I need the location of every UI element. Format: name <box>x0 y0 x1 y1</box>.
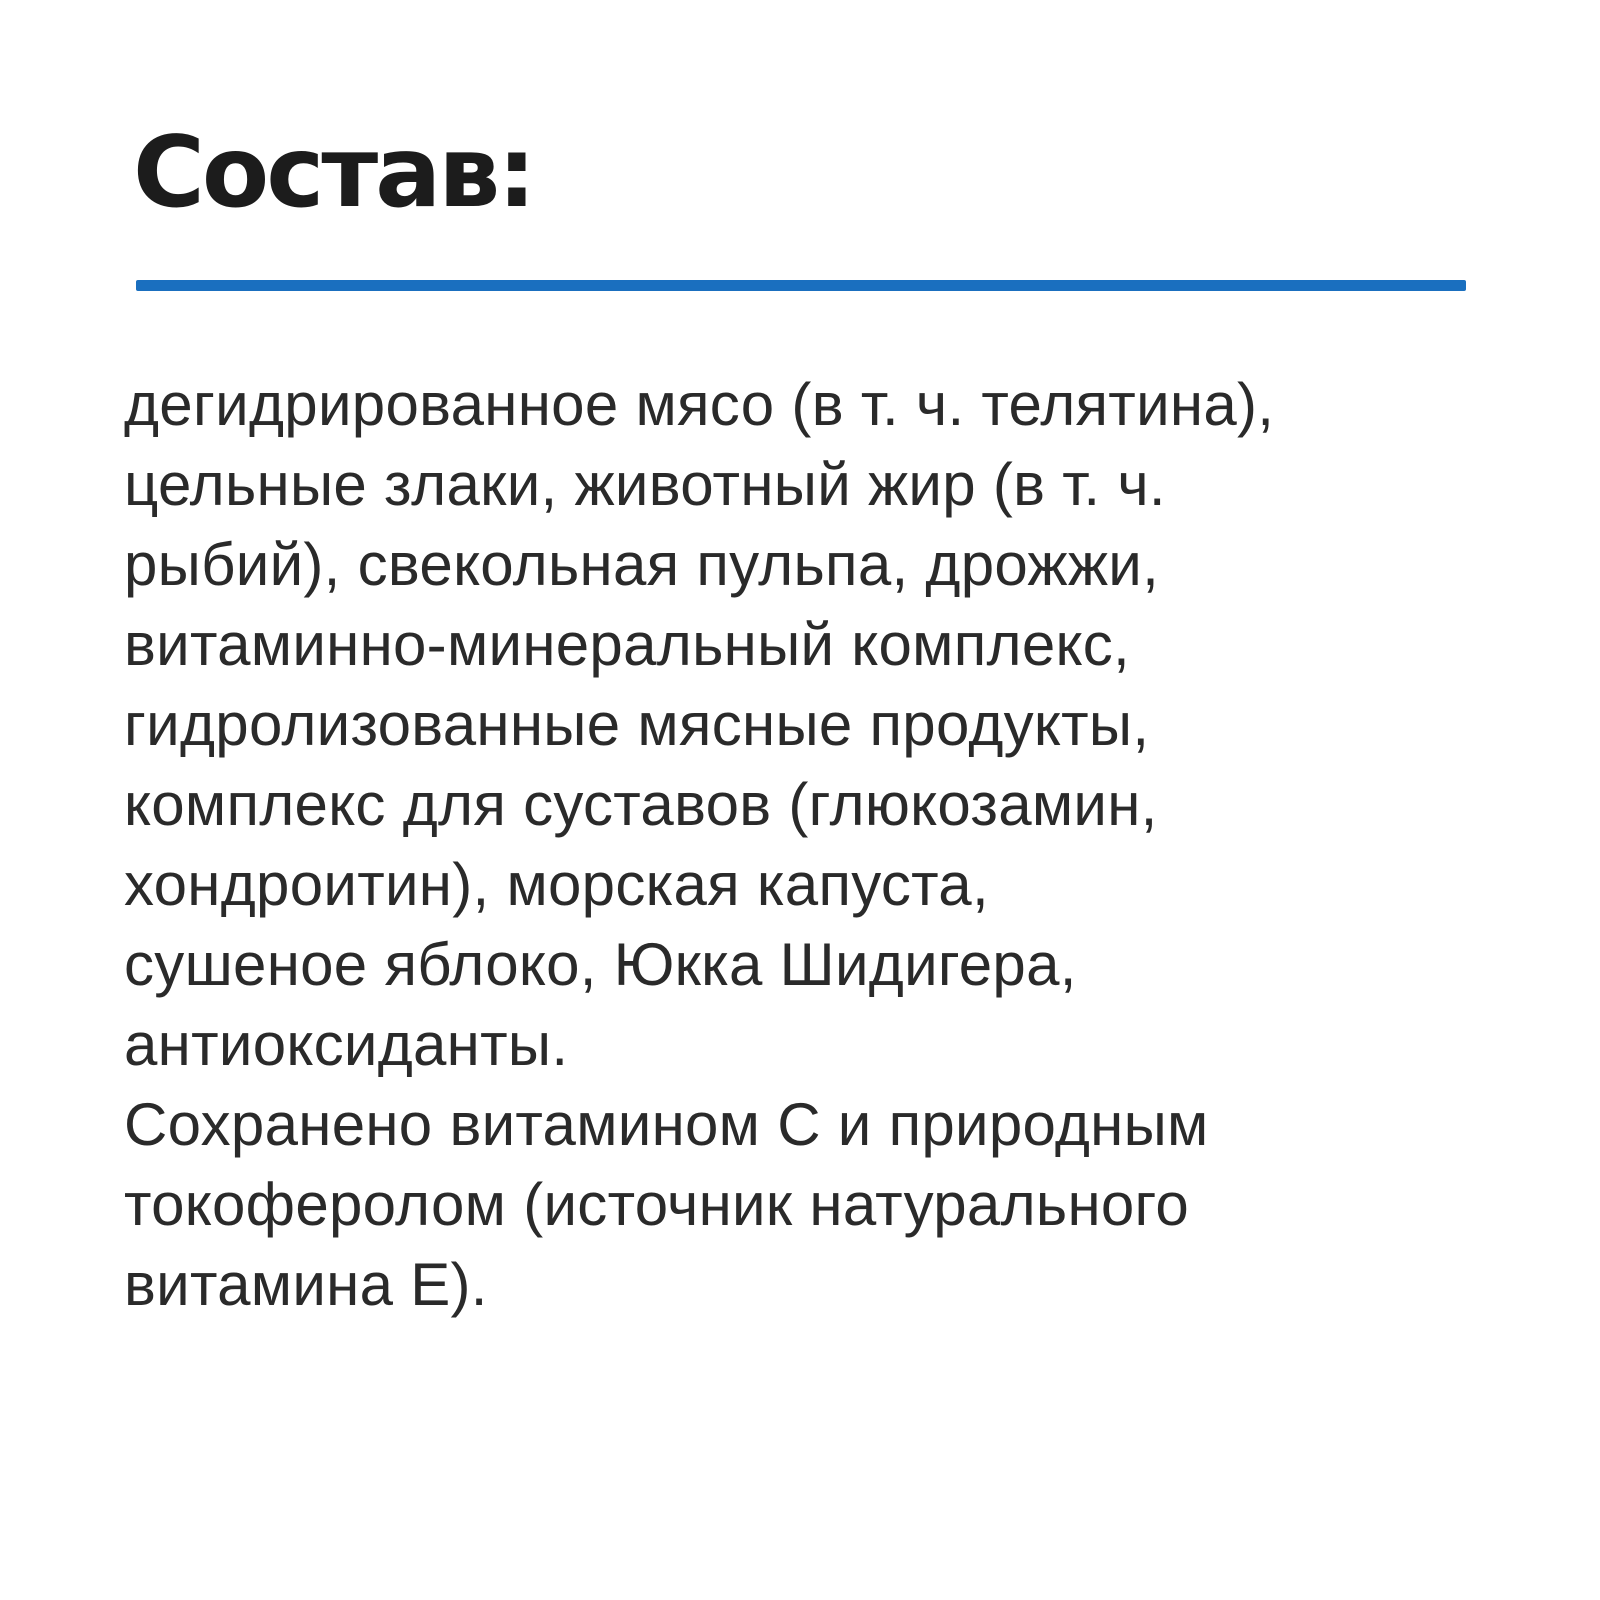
title-divider <box>136 280 1466 291</box>
ingredients-line: хондроитин), морская капуста, <box>124 851 989 918</box>
ingredients-line: комплекс для суставов (глюкозамин, <box>124 771 1158 838</box>
ingredients-line: гидролизованные мясные продукты, <box>124 691 1150 758</box>
preservation-note-line: Сохранено витамином С и природным <box>124 1091 1209 1158</box>
ingredients-line: рыбий), свекольная пульпа, дрожжи, <box>124 531 1160 598</box>
preservation-note-line: токоферолом (источник натурального <box>124 1171 1190 1238</box>
ingredients-text <box>124 365 1544 1325</box>
ingredients-line: дегидрированное мясо (в т. ч. телятина), <box>124 371 1275 438</box>
ingredients-line: сушеное яблоко, Юкка Шидигера, <box>124 931 1077 998</box>
preservation-note-line: витамина Е). <box>124 1251 488 1318</box>
page-title: Состав: <box>133 116 534 230</box>
ingredients-line: цельные злаки, животный жир (в т. ч. <box>124 451 1166 518</box>
ingredients-line: витаминно-минеральный комплекс, <box>124 611 1130 678</box>
ingredients-line: антиоксиданты. <box>124 1011 569 1078</box>
